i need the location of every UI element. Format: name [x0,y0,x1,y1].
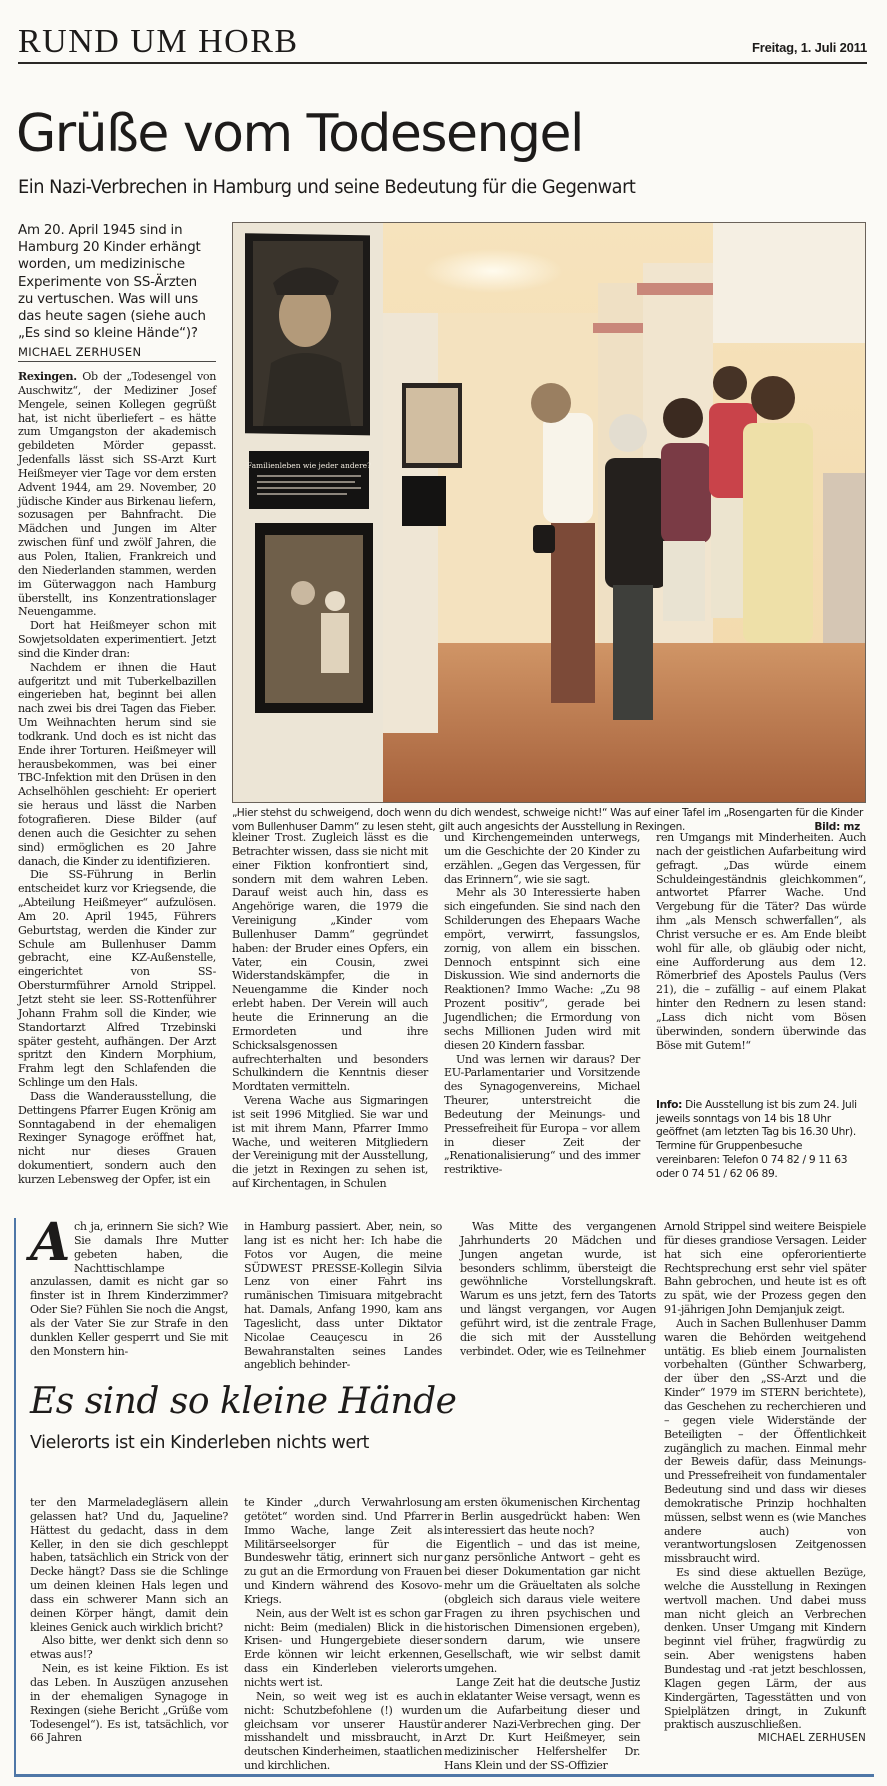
exhibition-photo-illustration [233,223,865,802]
article-paragraph: kleiner Trost. Zugleich lässt es die Betrachter wissen, dass sie nicht mit einer Fiktion konfrontiert sind, sondern mit dem wahren Leben. Darauf weist auch hin, dass es Angehörige waren, die 1979 die Vereinigung „Kinder vom Bullenhuser Damm“ gegründet haben: der Bruder eines Opfers, ein Vater, ein Cousin, zwei Widerstandskämpfer, die in Neuengamme die Kinder noch erlebt haben. Der Verein will auch heute die Erinnerung an die Ermordeten und ihre Schicksalsgenossen aufrechterhalten und besonders Schulkindern die Kenntnis dieser Mordtaten vermitteln. [232,831,428,1094]
commentary-column-2-bottom [244,1496,442,1773]
commentary-paragraph: Eigentlich – und das ist meine, ganz persönliche Antwort – geht es bei dieser Dokumentation gar nicht mehr um die Gräueltaten als solche (obgleich sich daraus viele weitere Fragen zu ihren psychischen und historischen Dimensionen ergeben), sondern darum, wie unsere Gesellschaft, wie wir selbst damit umgehen. [444,1537,640,1676]
article-paragraph: Und was lernen wir daraus? Der EU-Parlamentarier und Vorsitzende des Synagogenvereins, Michael Theurer, unterstreicht die Bedeutung der Meinungs- und Pressefreiheit für Europa – vor allem in dieser Zeit der „Renationalisierung“ und des immer restriktive- [444,1052,640,1177]
commentary-paragraph: Was Mitte des vergangenen Jahrhunderts 20 Mädchen und Jungen angetan wurde, ist besonders schlimm, übersteigt die gewöhnliche Vorstellungskraft. Warum es uns jetzt, fern des Tatorts und längst vergangen, vor Augen geführt wird, ist die zentrale Frage, die sich mit der Ausstellung verbindet. Oder, wie es Teilnehmer [460,1220,656,1358]
photo-credit: Bild: mz [814,820,860,833]
commentary-column-1-bottom [30,1496,228,1745]
info-box [656,1098,864,1180]
commentary-paragraph: am ersten ökumenischen Kirchentag in Berlin ausgedrückt haben: Wen interessiert das heute noch? [444,1496,640,1537]
paragraph-text: ch ja, erinnern Sie sich? Wie Sie damals Ihre Mutter gebeten haben, die Nachttischlampe anzulassen, damit es nicht gar so finster ist in Ihrem Kinderzimmer? Oder Sie? Fühlen Sie noch die Angst, als der Vater Sie zur Strafe in den dunklen Keller gesperrt und Sie mit den Monstern hin- [30,1220,228,1358]
commentary-paragraph: Nein, es ist keine Fiktion. Es ist das Leben. In Auszügen anzusehen in der ehemaligen Synagoge in Rexingen (siehe Bericht „Grüße vom Todesengel“). Es ist, tatsächlich, vor 66 Jahren [30,1662,228,1745]
article-paragraph: Verena Wache aus Sigmaringen ist seit 1996 Mitglied. Sie war und ist mit ihrem Mann, Pfarrer Immo Wache, und weiteren Mitgliedern der Vereinigung mit der Ausstellung, die jetzt in Rexingen zu sehen ist, auf Kirchentagen, in Schulen [232,1094,428,1191]
article-column-2 [232,831,428,1191]
commentary-paragraph: Nein, so weit weg ist es auch nicht: Schutzbefohlene (!) wurden gleichsam vor unserer Haustür misshandelt und missbraucht, in deutschen Kinderheimen, staatlichen und kirchlichen. [244,1689,442,1773]
info-label: Info: [656,1098,683,1111]
article-column-3 [444,831,640,1177]
article-paragraph [18,370,216,619]
section-title: RUND UM HORB [18,23,299,60]
poster-plate [246,451,372,509]
commentary-subtitle: Vielerorts ist ein Kinderleben nichts wert [30,1433,369,1453]
article-subheadline: Ein Nazi-Verbrechen in Hamburg und seine Bedeutung für die Gegenwart [18,177,636,198]
article-paragraph: Die SS-Führung in Berlin entscheidet kurz vor Kriegsende, die „Abteilung Heißmeyer“ aufzulösen. Am 20. April 1945, Führers Geburtstag, werden die Kinder zur Schule am Bullenhuser Damm gebracht, eine KZ-Außenstelle, eingerichtet von SS-Obersturmführer Arnold Strippel. Jetzt steht sie leer. SS-Rottenführer Johann Frahm soll die Kinder, wie Standortarzt Alfred Trzebinski später gesteht, aufhängen. Der Arzt spritzt den Kindern Morphium, Frahm legt den Schlafenden die Schlinge um den Hals. [18,868,216,1090]
article-paragraph: ren Umgangs mit Minderheiten. Auch nach der geistlichen Aufarbeitung wird gefragt. „Das würde einem Schuldeingeständnis gleichkommen“, antwortet Pfarrer Wache. Und Vergebung für die Täter? Das würde ihm „als Mensch schwerfallen“, als Christ versuche er es. Am Ende bleibt wohl für alle, ob gläubig oder nicht, eine Aufforderung aus dem 12. Römerbrief des Apostels Paulus (Vers 21), die – zufällig – auf einem Plakat hinter den Rednern zu lesen stand: „Lass dich nicht vom Bösen überwinden, sondern überwinde das Böse mit Gutem!“ [656,831,866,1052]
commentary-paragraph: ter den Marmeladegläsern allein gelassen hat? Und du, Jaqueline? Hättest du gedacht, dass in dem Keller, in den sie dich geschleppt haben, tatsächlich ein Strick von der Decke hängt? Dass sie die Schlinge um deinen kleinen Hals legen und dass ein schwerer Mann sich an deinen Körper hängt, damit dein kleines Genick auch wirklich bricht? [30,1496,228,1634]
poster-heading: Familienleben wie jeder andere? [246,461,372,470]
caption-text: „Hier stehst du schweigend, doch wenn du dich wendest, schweige nicht!“ Was auf einer Tafel im „Rosengarten für die Kinder vom Bullenhuser Damm“ zu lesen steht, gilt auch angesichts der Ausstellung in Rexingen. [232,807,864,833]
commentary-paragraph: Also bitte, wer denkt sich denn so etwas aus!? [30,1634,228,1662]
article-column-4 [656,831,866,1053]
article-lead: Am 20. April 1945 sind in Hamburg 20 Kinder erhängt worden, um medizinische Experimente von SS-Ärzten zu vertuschen. Was will uns das heute sagen (siehe auch „Es sind so kleine Hände“)? [18,223,206,342]
commentary-column-1-top [30,1212,228,1358]
article-paragraph: Dort hat Heißmeyer schon mit Sowjetsoldaten experimentiert. Jetzt sind die Kinder dran: [18,619,216,660]
header-rule [18,62,867,64]
commentary-paragraph [30,1212,228,1358]
commentary-paragraph: Auch in Sachen Bullenhuser Damm waren die Behörden weitgehend untätig. Es blieb einem Journalisten vorbehalten (Günther Schwarberg, der über den „SS-Arzt und die Kinder“ 1979 im STERN berichtete), das Geschehen zu recherchieren und – gegen viele Widerstände der Beteiligten – der Öffentlichkeit zugänglich zu machen. Einmal mehr der Beweis dafür, dass Meinungs- und Pressefreiheit von fundamentaler Bedeutung sind und dass wir dieses demokratische Prinzip hochhalten müssen, selbst wenn es (wie Manches andere auch) von verantwortungslosen Zeitgenossen missbraucht wird. [664,1316,867,1566]
commentary-signature: MICHAEL ZERHUSEN [757,1733,866,1745]
article-paragraph: Mehr als 30 Interessierte haben sich eingefunden. Sie sind nach den Schilderungen des Ehepaars Wache empört, verwirrt, fassungslos, zornig, von allem ein bisschen. Dennoch entspinnt sich eine Diskussion. Wie sind andernorts die Reaktionen? Immo Wache: „Zu 98 Prozent positiv“, gerade bei Jugendlichen; die Ermordung von sechs Millionen Juden wird mit diesen 20 Kindern fassbar. [444,886,640,1052]
article-byline: MICHAEL ZERHUSEN [18,345,216,362]
commentary-column-4 [664,1220,866,1746]
commentary-paragraph: in Hamburg passiert. Aber, nein, so lang ist es nicht her: Ich habe die Fotos vor Augen, die meine SÜDWEST PRESSE-Kollegin Silvia Lenz von einer Fahrt ins rumänischen Timisuara mitgebracht hat. Damals, Anfang 1990, kam ans Tageslicht, dass unter Diktator Nicolae Ceauçescu in 26 Bewahranstalten seines Landes angeblich behinder- [244,1220,442,1372]
commentary-paragraph: Arnold Strippel sind weitere Beispiele für dieses grandiose Versagen. Leider hat sich eine opferorientierte Rechtsprechung erst sehr viel später Bahn gebrochen, und heute ist es oft zu spät, wie der Prozess gegen den 91-jährigen John Demjanjuk zeigt. [664,1220,866,1317]
commentary-column-3-bottom [444,1496,640,1773]
commentary-column-2-top [244,1220,442,1372]
paragraph-text: Ob der „Todesengel von Auschwitz“, der Mediziner Josef Mengele, seinen Kollegen gegrüßt hat, ist nicht überliefert – es hätte zum Umgangston der akademisch gebildeten Mörder gepasst. Jedenfalls lässt sich SS-Arzt Kurt Heißmeyer vier Tage vor dem ersten Advent 1944, am 29. November, 20 jüdische Kinder aus Birkenau liefern, sozusagen per Bahnfracht. Die Mädchen und Jungen im Alter zwischen fünf und zwölf Jahren, die aus Polen, Italien, Frankreich und den Niederlanden stammen, werden im Güterwaggon nach Hamburg überstellt, ins Konzentrationslager Neuengamme. [18,370,216,619]
dateline: Rexingen. [18,370,77,383]
commentary-paragraph: Lange Zeit hat die deutsche Justiz in eklatanter Weise versagt, wenn es um die Aufarbeitung dieser und anderer Nazi-Verbrechen ging. Der Arzt Dr. Kurt Heißmeyer, sein medizinischer Helfershelfer Dr. Hans Klein und der SS-Offizier [444,1675,640,1773]
article-paragraph: Nachdem er ihnen die Haut aufgeritzt und mit Tuberkelbazillen eingerieben hat, beginnt bei allen nach zwei bis drei Tagen das Fieber. Um Weihnachten herum sind sie todkrank. Und doch es ist nicht das Ende ihrer Torturen. Heißmeyer will herausbekommen, was bei einer TBC-Infektion mit den Drüsen in den Achselhöhlen geschieht: Er operiert sie heraus und lässt die Narben fotografieren. Diese Bilder (auf denen auch die Gesichter zu sehen sind) ermöglichen es 20 Jahre danach, die Kinder zu identifizieren. [18,660,216,868]
article-paragraph: und Kirchengemeinden unterwegs, um die Geschichte der 20 Kinder zu erzählen. „Gegen das Vergessen, für das Erinnern“, wie sie sagt. [444,831,640,886]
commentary-paragraph [664,1566,866,1745]
issue-date: Freitag, 1. Juli 2011 [751,40,867,55]
paragraph-text: Es sind diese aktuellen Bezüge, welche die Ausstellung in Rexingen wertvoll machen. Und dabei muss man nicht gleich an Verbrechen denken. Unser Umgang mit Kindern beginnt viel früher, fragwürdig zu sein. Aber wenigstens haben Bundestag und -rat jetzt beschlossen, Klagen gegen Lärm, der aus Kindergärten, Tagesstätten und von Spielplätzen dringt, in Zukunft praktisch auszuschließen. [664,1566,866,1732]
article-paragraph: Dass die Wanderausstellung, die Dettingens Pfarrer Eugen Krönig am Sonntagabend in der ehemaligen Rexinger Synagoge eröffnet hat, nicht nur dieses Grauen dokumentiert, sondern auch den kurzen Lebensweg der Opfer, ist ein [18,1089,216,1186]
commentary-title: Es sind so kleine Hände [30,1381,457,1422]
commentary-paragraph: Nein, aus der Welt ist es schon gar nicht: Beim (medialen) Blick in die Krisen- und Hungergebiete dieser Erde können wir leicht erkennen, dass ein Kinderleben vielerorts nichts wert ist. [244,1606,442,1689]
article-headline: Grüße vom Todesengel [16,104,583,164]
article-column-1 [18,370,216,1187]
info-text: Die Ausstellung ist bis zum 24. Juli jeweils sonntags von 14 bis 18 Uhr geöffnet (am letzten Tag bis 16.30 Uhr). Termine für Gruppenbesuche vereinbaren: Telefon 0 74 82 / 9 11 63 oder 0 74 51 / 62 06 89. [656,1098,857,1180]
commentary-column-3-top [460,1220,656,1358]
drop-cap: A [30,1212,70,1273]
article-photo [232,222,866,803]
commentary-paragraph: te Kinder „durch Verwahrlosung getötet“ worden sind. Und Pfarrer Immo Wache, lange Zeit als Militärseelsorger für die Bundeswehr tätig, erinnert sich nur zu gut an die Ermordung von Frauen und Kindern während des Kosovo-Kriegs. [244,1496,442,1606]
